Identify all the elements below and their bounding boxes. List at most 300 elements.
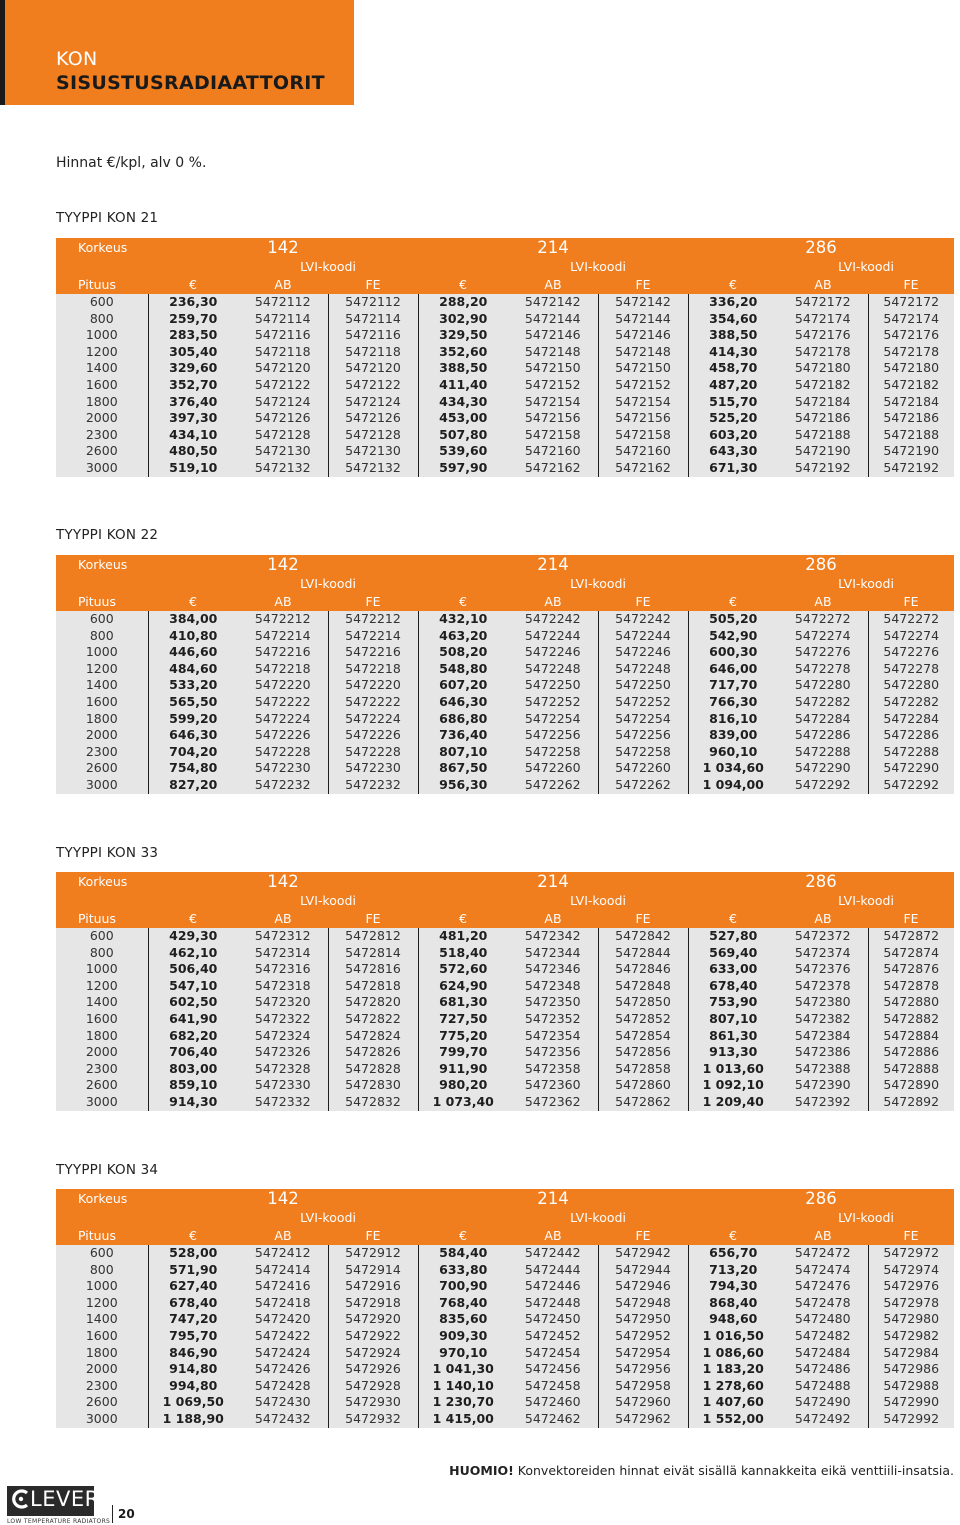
price-cell: 646,30: [418, 694, 508, 711]
ab-code-cell: 5472126: [238, 410, 328, 427]
header-blank: [688, 258, 778, 276]
fe-code-cell: 5472990: [868, 1394, 954, 1411]
ab-code-cell: 5472388: [778, 1061, 868, 1078]
ab-code-cell: 5472450: [508, 1311, 598, 1328]
price-cell: 528,00: [148, 1245, 238, 1262]
table-row: [56, 711, 954, 728]
price-table: [56, 238, 954, 477]
ab-code-cell: 5472184: [778, 394, 868, 411]
price-cell: 354,60: [688, 311, 778, 328]
ab-code-cell: 5472230: [238, 760, 328, 777]
ab-code-cell: 5472378: [778, 978, 868, 995]
ab-code-cell: 5472152: [508, 377, 598, 394]
header-blank: [56, 1209, 148, 1227]
clever-c-icon: [11, 1489, 31, 1509]
ab-code-cell: 5472156: [508, 410, 598, 427]
table-row: [56, 978, 954, 995]
fe-code-cell: 5472816: [328, 961, 418, 978]
fe-label: FE: [868, 910, 954, 928]
fe-code-cell: 5472280: [868, 677, 954, 694]
fe-code-cell: 5472932: [328, 1411, 418, 1428]
header-blank: [148, 258, 238, 276]
price-cell: 572,60: [418, 961, 508, 978]
price-table: [56, 872, 954, 1111]
header-row-lvi: [56, 892, 954, 910]
fe-code-cell: 5472858: [598, 1061, 688, 1078]
fe-code-cell: 5472274: [868, 628, 954, 645]
fe-code-cell: 5472160: [598, 443, 688, 460]
fe-code-cell: 5472812: [328, 928, 418, 945]
price-cell: 463,20: [418, 628, 508, 645]
fe-code-cell: 5472958: [598, 1378, 688, 1395]
table-row: [56, 727, 954, 744]
ab-code-cell: 5472290: [778, 760, 868, 777]
ab-code-cell: 5472386: [778, 1044, 868, 1061]
price-cell: 283,50: [148, 327, 238, 344]
fe-code-cell: 5472130: [328, 443, 418, 460]
ab-code-cell: 5472420: [238, 1311, 328, 1328]
price-cell: 571,90: [148, 1262, 238, 1279]
ab-code-cell: 5472162: [508, 460, 598, 477]
fe-code-cell: 5472124: [328, 394, 418, 411]
ab-code-cell: 5472292: [778, 777, 868, 794]
price-cell: 484,60: [148, 661, 238, 678]
ab-code-cell: 5472318: [238, 978, 328, 995]
fe-code-cell: 5472174: [868, 311, 954, 328]
price-cell: 462,10: [148, 945, 238, 962]
pituus-cell: 2600: [56, 1394, 148, 1411]
fe-code-cell: 5472832: [328, 1094, 418, 1111]
price-cell: 1 278,60: [688, 1378, 778, 1395]
ab-code-cell: 5472392: [778, 1094, 868, 1111]
fe-code-cell: 5472286: [868, 727, 954, 744]
korkeus-label: Korkeus: [56, 872, 148, 892]
price-cell: 508,20: [418, 644, 508, 661]
price-cell: 803,00: [148, 1061, 238, 1078]
table-row: [56, 945, 954, 962]
fe-code-cell: 5472150: [598, 360, 688, 377]
price-cell: 480,50: [148, 443, 238, 460]
ab-label: AB: [238, 1227, 328, 1245]
price-cell: 1 230,70: [418, 1394, 508, 1411]
price-cell: 411,40: [418, 377, 508, 394]
fe-label: FE: [328, 910, 418, 928]
ab-label: AB: [778, 1227, 868, 1245]
price-cell: 1 069,50: [148, 1394, 238, 1411]
ab-code-cell: 5472412: [238, 1245, 328, 1262]
ab-code-cell: 5472180: [778, 360, 868, 377]
fe-label: FE: [328, 276, 418, 294]
ab-label: AB: [778, 593, 868, 611]
price-cell: 768,40: [418, 1295, 508, 1312]
table-row: [56, 744, 954, 761]
pituus-cell: 800: [56, 945, 148, 962]
fe-code-cell: 5472288: [868, 744, 954, 761]
table-row: [56, 394, 954, 411]
price-cell: 994,80: [148, 1378, 238, 1395]
fe-code-cell: 5472176: [868, 327, 954, 344]
price-cell: 336,20: [688, 294, 778, 311]
price-cell: 259,70: [148, 311, 238, 328]
pituus-cell: 3000: [56, 460, 148, 477]
fe-label: FE: [868, 1227, 954, 1245]
fe-code-cell: 5472860: [598, 1077, 688, 1094]
fe-code-cell: 5472260: [598, 760, 688, 777]
price-cell: 533,20: [148, 677, 238, 694]
price-cell: 607,20: [418, 677, 508, 694]
ab-code-cell: 5472324: [238, 1028, 328, 1045]
table-row: [56, 1394, 954, 1411]
pituus-cell: 1600: [56, 694, 148, 711]
price-cell: 1 415,00: [418, 1411, 508, 1428]
header-blank: [148, 575, 238, 593]
ab-label: AB: [238, 593, 328, 611]
pituus-cell: 600: [56, 928, 148, 945]
price-cell: 506,40: [148, 961, 238, 978]
price-cell: 795,70: [148, 1328, 238, 1345]
price-cell: 1 092,10: [688, 1077, 778, 1094]
fe-code-cell: 5472156: [598, 410, 688, 427]
ab-code-cell: 5472130: [238, 443, 328, 460]
fe-code-cell: 5472844: [598, 945, 688, 962]
fe-code-cell: 5472876: [868, 961, 954, 978]
price-cell: 747,20: [148, 1311, 238, 1328]
fe-code-cell: 5472222: [328, 694, 418, 711]
lvi-koodi-label: LVI-koodi: [508, 1209, 688, 1227]
ab-code-cell: 5472490: [778, 1394, 868, 1411]
pituus-cell: 1200: [56, 661, 148, 678]
price-cell: 1 552,00: [688, 1411, 778, 1428]
price-cell: 1 086,60: [688, 1345, 778, 1362]
fe-code-cell: 5472950: [598, 1311, 688, 1328]
size-header: 286: [688, 872, 954, 892]
table-row: [56, 1061, 954, 1078]
pituus-cell: 1600: [56, 1328, 148, 1345]
table-row: [56, 1245, 954, 1262]
ab-code-cell: 5472192: [778, 460, 868, 477]
fe-label: FE: [598, 276, 688, 294]
ab-code-cell: 5472188: [778, 427, 868, 444]
price-cell: 827,20: [148, 777, 238, 794]
fe-code-cell: 5472914: [328, 1262, 418, 1279]
ab-code-cell: 5472246: [508, 644, 598, 661]
ab-code-cell: 5472362: [508, 1094, 598, 1111]
fe-code-cell: 5472172: [868, 294, 954, 311]
euro-label: €: [418, 910, 508, 928]
pituus-cell: 2300: [56, 744, 148, 761]
fe-code-cell: 5472144: [598, 311, 688, 328]
lvi-koodi-label: LVI-koodi: [508, 892, 688, 910]
ab-code-cell: 5472220: [238, 677, 328, 694]
price-cell: 547,10: [148, 978, 238, 995]
ab-code-cell: 5472328: [238, 1061, 328, 1078]
ab-code-cell: 5472150: [508, 360, 598, 377]
ab-code-cell: 5472474: [778, 1262, 868, 1279]
ab-code-cell: 5472316: [238, 961, 328, 978]
fe-code-cell: 5472254: [598, 711, 688, 728]
table-row: [56, 1378, 954, 1395]
header-blank: [418, 892, 508, 910]
ab-code-cell: 5472416: [238, 1278, 328, 1295]
ab-code-cell: 5472326: [238, 1044, 328, 1061]
price-cell: 302,90: [418, 311, 508, 328]
price-cell: 807,10: [418, 744, 508, 761]
table-row: [56, 427, 954, 444]
ab-code-cell: 5472382: [778, 1011, 868, 1028]
price-cell: 388,50: [418, 360, 508, 377]
header-row-columns: [56, 276, 954, 294]
lvi-koodi-label: LVI-koodi: [778, 575, 954, 593]
fe-code-cell: 5472956: [598, 1361, 688, 1378]
price-cell: 1 016,50: [688, 1328, 778, 1345]
fe-code-cell: 5472246: [598, 644, 688, 661]
ab-code-cell: 5472132: [238, 460, 328, 477]
lvi-koodi-label: LVI-koodi: [778, 1209, 954, 1227]
price-cell: 656,70: [688, 1245, 778, 1262]
ab-code-cell: 5472482: [778, 1328, 868, 1345]
pituus-cell: 800: [56, 628, 148, 645]
fe-code-cell: 5472182: [868, 377, 954, 394]
price-cell: 960,10: [688, 744, 778, 761]
price-cell: 980,20: [418, 1077, 508, 1094]
pituus-cell: 1200: [56, 344, 148, 361]
euro-label: €: [148, 1227, 238, 1245]
header-blank: [148, 1209, 238, 1227]
fe-code-cell: 5472184: [868, 394, 954, 411]
fe-code-cell: 5472982: [868, 1328, 954, 1345]
note-text: Konvektoreiden hinnat eivät sisällä kannakkeita eikä venttiili-insatsia.: [513, 1463, 954, 1478]
ab-code-cell: 5472182: [778, 377, 868, 394]
ab-code-cell: 5472488: [778, 1378, 868, 1395]
price-cell: 1 140,10: [418, 1378, 508, 1395]
price-cell: 1 034,60: [688, 760, 778, 777]
fe-label: FE: [598, 910, 688, 928]
ab-code-cell: 5472442: [508, 1245, 598, 1262]
price-cell: 569,40: [688, 945, 778, 962]
fe-code-cell: 5472244: [598, 628, 688, 645]
price-cell: 429,30: [148, 928, 238, 945]
fe-code-cell: 5472984: [868, 1345, 954, 1362]
ab-code-cell: 5472114: [238, 311, 328, 328]
price-cell: 329,60: [148, 360, 238, 377]
header-blank: [148, 892, 238, 910]
header-blank: [418, 1209, 508, 1227]
pituus-cell: 2000: [56, 1361, 148, 1378]
pituus-cell: 1000: [56, 327, 148, 344]
price-cell: 305,40: [148, 344, 238, 361]
lvi-koodi-label: LVI-koodi: [238, 892, 418, 910]
ab-code-cell: 5472484: [778, 1345, 868, 1362]
fe-code-cell: 5472112: [328, 294, 418, 311]
price-cell: 1 209,40: [688, 1094, 778, 1111]
ab-code-cell: 5472380: [778, 994, 868, 1011]
logo-text: LEVER: [30, 1487, 100, 1511]
ab-code-cell: 5472146: [508, 327, 598, 344]
pituus-cell: 1200: [56, 978, 148, 995]
fe-code-cell: 5472848: [598, 978, 688, 995]
fe-code-cell: 5472276: [868, 644, 954, 661]
pituus-label: Pituus: [56, 910, 148, 928]
price-cell: 487,20: [688, 377, 778, 394]
fe-code-cell: 5472960: [598, 1394, 688, 1411]
fe-code-cell: 5472988: [868, 1378, 954, 1395]
ab-code-cell: 5472444: [508, 1262, 598, 1279]
header-row-lvi: [56, 1209, 954, 1227]
euro-label: €: [418, 593, 508, 611]
price-cell: 868,40: [688, 1295, 778, 1312]
fe-code-cell: 5472232: [328, 777, 418, 794]
size-header: 214: [418, 1189, 688, 1209]
page-number: 20: [112, 1505, 135, 1523]
ab-code-cell: 5472256: [508, 727, 598, 744]
price-cell: 913,30: [688, 1044, 778, 1061]
ab-code-cell: 5472418: [238, 1295, 328, 1312]
header-row-columns: [56, 1227, 954, 1245]
ab-code-cell: 5472282: [778, 694, 868, 711]
fe-code-cell: 5472122: [328, 377, 418, 394]
price-cell: 859,10: [148, 1077, 238, 1094]
ab-code-cell: 5472148: [508, 344, 598, 361]
fe-code-cell: 5472926: [328, 1361, 418, 1378]
ab-code-cell: 5472178: [778, 344, 868, 361]
price-cell: 434,10: [148, 427, 238, 444]
header-row-sizes: [56, 555, 954, 575]
fe-code-cell: 5472120: [328, 360, 418, 377]
fe-code-cell: 5472874: [868, 945, 954, 962]
table-row: [56, 1262, 954, 1279]
size-header: 286: [688, 555, 954, 575]
table-row: [56, 294, 954, 311]
ab-code-cell: 5472426: [238, 1361, 328, 1378]
price-cell: 861,30: [688, 1028, 778, 1045]
price-cell: 329,50: [418, 327, 508, 344]
table-row: [56, 1011, 954, 1028]
ab-code-cell: 5472260: [508, 760, 598, 777]
price-cell: 839,00: [688, 727, 778, 744]
lvi-koodi-label: LVI-koodi: [238, 258, 418, 276]
fe-code-cell: 5472228: [328, 744, 418, 761]
ab-label: AB: [508, 593, 598, 611]
ab-code-cell: 5472462: [508, 1411, 598, 1428]
fe-code-cell: 5472818: [328, 978, 418, 995]
fe-code-cell: 5472180: [868, 360, 954, 377]
header-line2: SISUSTUSRADIAATTORIT: [56, 72, 325, 94]
ab-code-cell: 5472112: [238, 294, 328, 311]
ab-code-cell: 5472186: [778, 410, 868, 427]
price-table: [56, 1189, 954, 1428]
clever-logo: [7, 1486, 100, 1516]
ab-code-cell: 5472244: [508, 628, 598, 645]
lvi-koodi-label: LVI-koodi: [778, 258, 954, 276]
fe-code-cell: 5472282: [868, 694, 954, 711]
ab-code-cell: 5472128: [238, 427, 328, 444]
pituus-cell: 2600: [56, 443, 148, 460]
ab-label: AB: [508, 1227, 598, 1245]
fe-code-cell: 5472152: [598, 377, 688, 394]
ab-code-cell: 5472424: [238, 1345, 328, 1362]
ab-code-cell: 5472214: [238, 628, 328, 645]
fe-code-cell: 5472262: [598, 777, 688, 794]
price-cell: 1 188,90: [148, 1411, 238, 1428]
ab-code-cell: 5472472: [778, 1245, 868, 1262]
fe-code-cell: 5472224: [328, 711, 418, 728]
fe-code-cell: 5472850: [598, 994, 688, 1011]
ab-code-cell: 5472454: [508, 1345, 598, 1362]
ab-code-cell: 5472322: [238, 1011, 328, 1028]
fe-code-cell: 5472290: [868, 760, 954, 777]
price-cell: 1 013,60: [688, 1061, 778, 1078]
pituus-cell: 1400: [56, 360, 148, 377]
header-row-lvi: [56, 575, 954, 593]
price-cell: 565,50: [148, 694, 238, 711]
ab-code-cell: 5472432: [238, 1411, 328, 1428]
ab-code-cell: 5472172: [778, 294, 868, 311]
price-cell: 515,70: [688, 394, 778, 411]
section-title: TYYPPI KON 33: [56, 845, 159, 861]
fe-code-cell: 5472824: [328, 1028, 418, 1045]
price-cell: 525,20: [688, 410, 778, 427]
table-row: [56, 694, 954, 711]
fe-code-cell: 5472948: [598, 1295, 688, 1312]
fe-code-cell: 5472828: [328, 1061, 418, 1078]
price-cell: 646,30: [148, 727, 238, 744]
ab-code-cell: 5472174: [778, 311, 868, 328]
fe-code-cell: 5472292: [868, 777, 954, 794]
price-cell: 603,20: [688, 427, 778, 444]
price-subtitle: Hinnat €/kpl, alv 0 %.: [56, 155, 207, 171]
ab-code-cell: 5472280: [778, 677, 868, 694]
fe-code-cell: 5472230: [328, 760, 418, 777]
fe-code-cell: 5472142: [598, 294, 688, 311]
fe-code-cell: 5472132: [328, 460, 418, 477]
fe-code-cell: 5472192: [868, 460, 954, 477]
ab-code-cell: 5472312: [238, 928, 328, 945]
ab-code-cell: 5472414: [238, 1262, 328, 1279]
pituus-cell: 3000: [56, 1094, 148, 1111]
price-cell: 766,30: [688, 694, 778, 711]
fe-code-cell: 5472250: [598, 677, 688, 694]
price-cell: 542,90: [688, 628, 778, 645]
price-cell: 527,80: [688, 928, 778, 945]
ab-code-cell: 5472226: [238, 727, 328, 744]
size-header: 286: [688, 238, 954, 258]
ab-code-cell: 5472376: [778, 961, 868, 978]
euro-label: €: [148, 593, 238, 611]
pituus-cell: 2000: [56, 727, 148, 744]
fe-code-cell: 5472178: [868, 344, 954, 361]
table-row: [56, 1411, 954, 1428]
ab-code-cell: 5472486: [778, 1361, 868, 1378]
ab-code-cell: 5472384: [778, 1028, 868, 1045]
ab-code-cell: 5472476: [778, 1278, 868, 1295]
table-row: [56, 1345, 954, 1362]
fe-code-cell: 5472252: [598, 694, 688, 711]
ab-code-cell: 5472288: [778, 744, 868, 761]
table-row: [56, 327, 954, 344]
price-cell: 388,50: [688, 327, 778, 344]
price-cell: 700,90: [418, 1278, 508, 1295]
table-row: [56, 410, 954, 427]
fe-code-cell: 5472242: [598, 611, 688, 628]
ab-code-cell: 5472274: [778, 628, 868, 645]
fe-code-cell: 5472116: [328, 327, 418, 344]
header-row-sizes: [56, 872, 954, 892]
price-cell: 627,40: [148, 1278, 238, 1295]
price-cell: 1 094,00: [688, 777, 778, 794]
price-cell: 775,20: [418, 1028, 508, 1045]
fe-code-cell: 5472890: [868, 1077, 954, 1094]
fe-code-cell: 5472216: [328, 644, 418, 661]
